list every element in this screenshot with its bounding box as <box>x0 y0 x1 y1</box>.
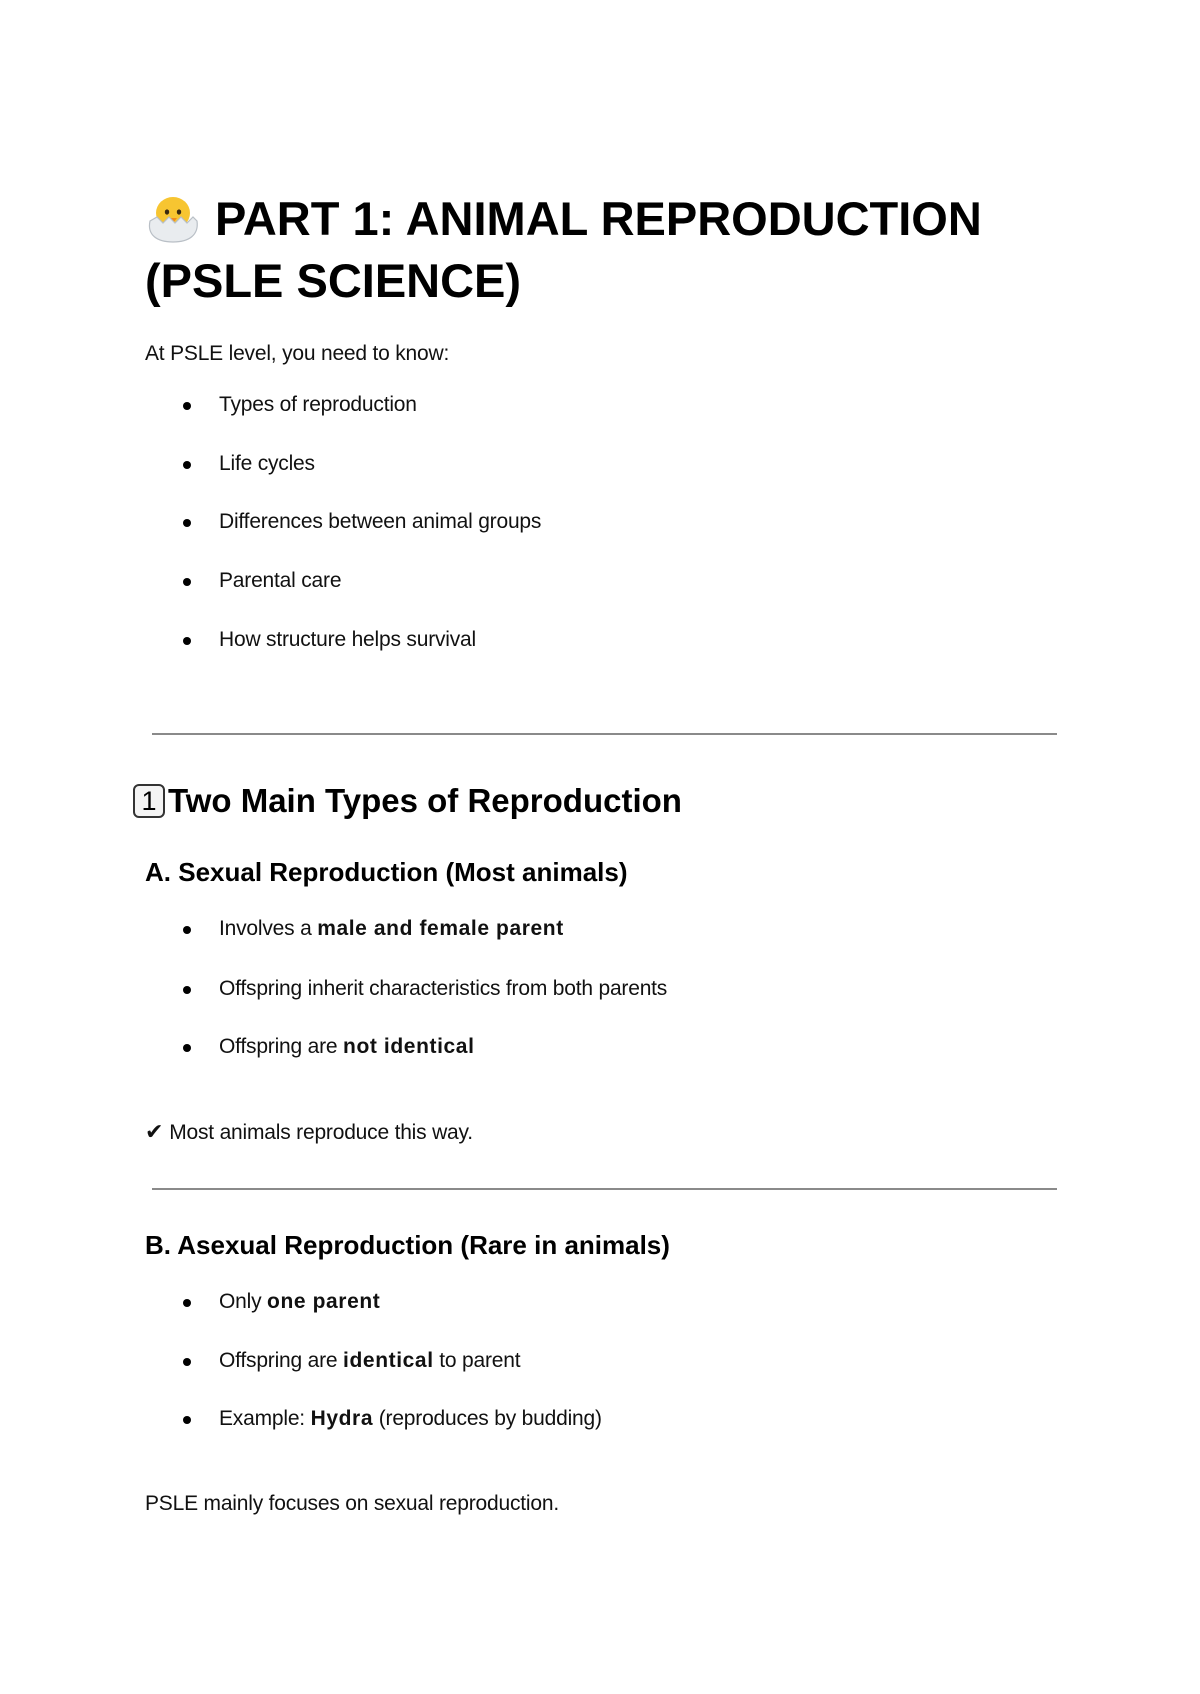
bullet-icon <box>183 402 191 410</box>
list-item: How structure helps survival <box>145 626 1045 654</box>
list-item: Only one parent <box>145 1288 1045 1316</box>
list-item: Involves a male and female parent <box>145 915 1045 943</box>
list-item: Life cycles <box>145 450 1045 478</box>
check-mark-icon: ✔ <box>145 1119 164 1144</box>
divider <box>152 733 1057 735</box>
intro-list <box>145 391 1045 654</box>
bullet-icon <box>183 637 191 645</box>
sexual-reproduction-heading: A. Sexual Reproduction (Most animals) <box>145 857 628 887</box>
list-item: Types of reproduction <box>145 391 1045 419</box>
asexual-reproduction-note: PSLE mainly focuses on sexual reproduction. <box>145 1492 559 1515</box>
title-line-2: (PSLE SCIENCE) <box>145 254 522 307</box>
intro-text: At PSLE level, you need to know: <box>145 342 450 365</box>
list-item: Example: Hydra (reproduces by budding) <box>145 1405 1045 1433</box>
bullet-icon <box>183 1416 191 1424</box>
sexual-reproduction-note: ✔ Most animals reproduce this way. <box>145 1119 473 1144</box>
asexual-reproduction-list <box>145 1288 1045 1433</box>
bullet-icon <box>183 1358 191 1366</box>
page-title <box>145 188 1065 312</box>
divider <box>152 1188 1057 1190</box>
list-item: Differences between animal groups <box>145 508 1045 536</box>
title-line-1: PART 1: ANIMAL REPRODUCTION <box>215 192 982 245</box>
bullet-icon <box>183 461 191 469</box>
hatching-chick-icon <box>145 193 201 243</box>
section-1-heading: 1 Two Main Types of Reproduction <box>133 780 682 822</box>
list-item: Offspring are not identical <box>145 1033 1045 1061</box>
list-item: Offspring are identical to parent <box>145 1347 1045 1375</box>
bullet-icon <box>183 519 191 527</box>
list-item: Offspring inherit characteristics from both parents <box>145 975 1045 1003</box>
sexual-reproduction-list <box>145 915 1045 1061</box>
bullet-icon <box>183 926 191 934</box>
bullet-icon <box>183 578 191 586</box>
bullet-icon <box>183 1299 191 1307</box>
list-item: Parental care <box>145 567 1045 595</box>
bullet-icon <box>183 1044 191 1052</box>
keycap-number-icon: 1 <box>133 784 165 818</box>
bullet-icon <box>183 986 191 994</box>
asexual-reproduction-heading: B. Asexual Reproduction (Rare in animals) <box>145 1230 670 1260</box>
